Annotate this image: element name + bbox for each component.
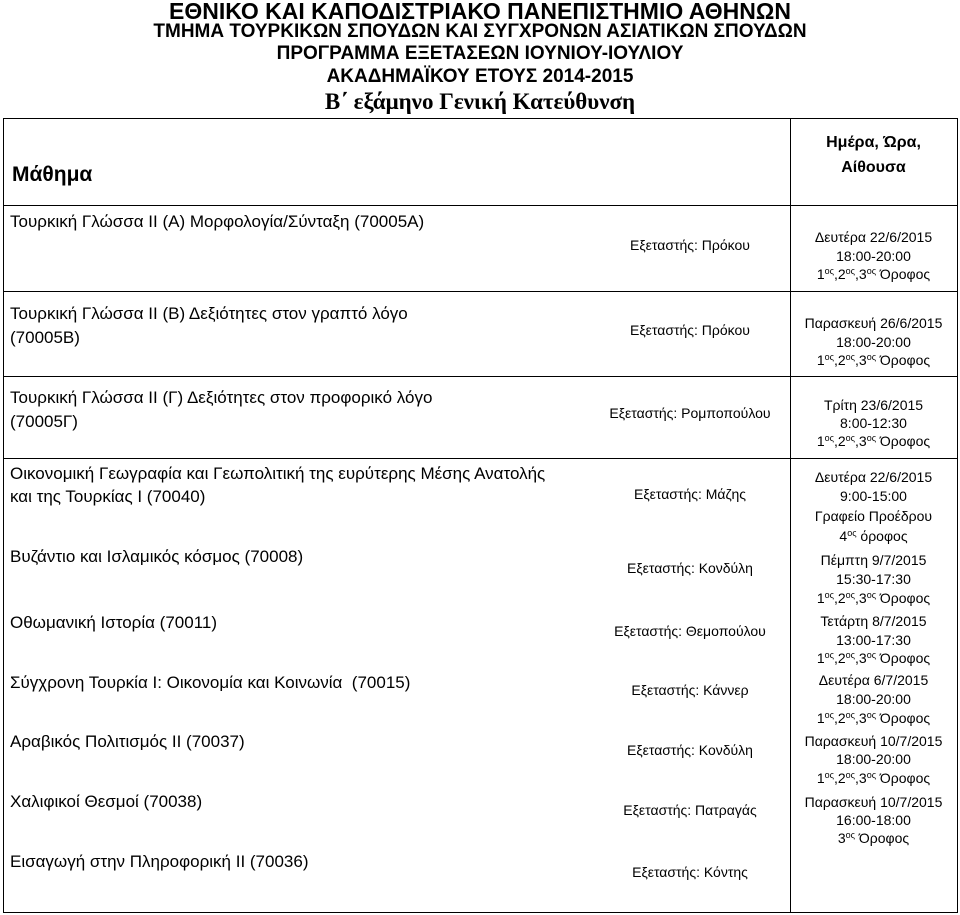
exam-floor: $1^{o\varsigma},2^{o\varsigma},3^{o\varsigma}$ Όροφος <box>816 590 931 606</box>
exam-time: 9:00-15:00 <box>840 488 907 504</box>
exam-time: 16:00-18:00 <box>836 812 911 828</box>
course-column-header: Μάθημα <box>12 163 93 186</box>
examiner-name: Εξεταστής: Πατραγάς <box>623 802 757 818</box>
examiner-name: Εξεταστής: Θεμοπούλου <box>614 623 766 639</box>
department-title: ΤΜΗΜΑ ΤΟΥΡΚΙΚΩΝ ΣΠΟΥΔΩΝ ΚΑΙ ΣΥΓΧΡΟΝΩΝ ΑΣΙΑΤΙΚΩΝ ΣΠΟΥΔΩΝ <box>153 21 807 42</box>
ordinal-suffix: ος <box>866 650 877 660</box>
ordinal-suffix: ος <box>866 590 877 600</box>
exam-time: 18:00-20:00 <box>836 334 911 350</box>
ordinal-suffix: ος <box>866 433 877 443</box>
course-name: και της Τουρκίας Ι (70040) <box>10 487 206 506</box>
ordinal-suffix: ος <box>845 650 856 660</box>
course-name: Τουρκική Γλώσσα ΙΙ (Α) Μορφολογία/Σύνταξη (70005Α) <box>10 212 425 231</box>
exam-floor: $4^{o\varsigma}$ όροφος <box>839 528 908 544</box>
ordinal-suffix: ος <box>866 266 877 276</box>
university-title: ΕΘΝΙΚΟ ΚΑΙ ΚΑΠΟΔΙΣΤΡΙΑΚΟ ΠΑΝΕΠΙΣΤΗΜΙΟ ΑΘΗΝΩΝ <box>169 0 791 24</box>
ordinal-suffix: ος <box>845 433 856 443</box>
exam-date: Παρασκευή 10/7/2015 <box>804 794 943 810</box>
ordinal-suffix: ος <box>866 352 877 362</box>
exam-date: Τρίτη 23/6/2015 <box>823 397 924 413</box>
ordinal-suffix: ος <box>847 528 857 538</box>
exam-floor: $1^{o\varsigma},2^{o\varsigma},3^{o\varsigma}$ Όροφος <box>816 710 931 726</box>
ordinal-suffix: ος <box>824 650 834 660</box>
exam-floor: $1^{o\varsigma},2^{o\varsigma},3^{o\varsigma}$ Όροφος <box>816 433 931 449</box>
course-name: Εισαγωγή στην Πληροφορική ΙΙ (70036) <box>10 852 309 871</box>
course-name: Οθωμανική Ιστορία (70011) <box>10 613 218 632</box>
ordinal-suffix: ος <box>845 770 856 780</box>
ordinal-suffix: ος <box>824 352 834 362</box>
ordinal-suffix: ος <box>866 710 877 720</box>
schedule-column-header: Ημέρα, Ώρα, <box>826 134 921 151</box>
ordinal-suffix: ος <box>845 590 856 600</box>
course-name: Βυζάντιο και Ισλαμικός κόσμος (70008) <box>10 547 304 566</box>
exam-time: 18:00-20:00 <box>836 751 911 767</box>
course-name: Οικονομική Γεωγραφία και Γεωπολιτική της ευρύτερης Μέσης Ανατολής <box>10 464 546 483</box>
course-name: Τουρκική Γλώσσα ΙΙ (Γ) Δεξιότητες στον προφορικό λόγο <box>10 388 433 407</box>
exam-room: Γραφείο Προέδρου <box>814 508 933 524</box>
exam-time: 13:00-17:30 <box>836 632 911 648</box>
exam-time: 18:00-20:00 <box>836 248 911 264</box>
exam-floor: $1^{o\varsigma},2^{o\varsigma},3^{o\varsigma}$ Όροφος <box>816 770 931 786</box>
exam-date: Παρασκευή 10/7/2015 <box>804 733 943 749</box>
exam-date: Πέμπτη 9/7/2015 <box>820 552 927 568</box>
exam-date: Παρασκευή 26/6/2015 <box>804 315 943 331</box>
ordinal-suffix: ος <box>824 710 834 720</box>
examiner-name: Εξεταστής: Πρόκου <box>630 237 750 253</box>
course-name: (70005Γ) <box>10 412 78 431</box>
ordinal-suffix: ος <box>845 710 856 720</box>
exam-date: Δευτέρα 22/6/2015 <box>814 469 933 485</box>
ordinal-suffix: ος <box>824 770 834 780</box>
exam-date: Δευτέρα 6/7/2015 <box>818 672 929 688</box>
exam-floor: $1^{o\varsigma},2^{o\varsigma},3^{o\varsigma}$ Όροφος <box>816 266 931 282</box>
exam-floor: $1^{o\varsigma},2^{o\varsigma},3^{o\varsigma}$ Όροφος <box>816 352 931 368</box>
course-name: Αραβικός Πολιτισμός ΙΙ (70037) <box>10 732 245 751</box>
examiner-name: Εξεταστής: Κονδύλη <box>627 560 753 576</box>
ordinal-suffix: ος <box>845 266 856 276</box>
semester-title: Β΄ εξάμηνο Γενική Κατεύθυνση <box>324 89 636 114</box>
ordinal-suffix: ος <box>824 433 834 443</box>
examiner-name: Εξεταστής: Πρόκου <box>630 322 750 338</box>
ordinal-suffix: ος <box>824 266 834 276</box>
exam-time: 18:00-20:00 <box>836 691 911 707</box>
ordinal-suffix: ος <box>866 770 877 780</box>
ordinal-suffix: ος <box>845 830 856 840</box>
course-name: Χαλιφικοί Θεσμοί (70038) <box>10 792 203 811</box>
ordinal-suffix: ος <box>824 590 834 600</box>
course-name: Τουρκική Γλώσσα ΙΙ (Β) Δεξιότητες στον γραπτό λόγο <box>10 304 408 323</box>
examiner-name: Εξεταστής: Κονδύλη <box>627 742 753 758</box>
course-name: Σύγχρονη Τουρκία Ι: Οικονομία και Κοινωνία (70015) <box>10 673 411 692</box>
exam-date: Τετάρτη 8/7/2015 <box>820 613 927 629</box>
ordinal-suffix: ος <box>845 352 856 362</box>
course-name: (70005Β) <box>10 328 80 347</box>
examiner-name: Εξεταστής: Κόντης <box>632 864 748 880</box>
exam-time: 15:30-17:30 <box>836 571 911 587</box>
examiner-name: Εξεταστής: Μάζης <box>634 486 746 502</box>
examiner-name: Εξεταστής: Κάννερ <box>631 682 749 698</box>
exam-floor: $1^{o\varsigma},2^{o\varsigma},3^{o\varsigma}$ Όροφος <box>816 650 931 666</box>
academic-year-title: ΑΚΑΔΗΜΑΪΚΟΥ ΕΤΟΥΣ 2014-2015 <box>326 66 634 87</box>
examiner-name: Εξεταστής: Ρομποπούλου <box>609 405 771 421</box>
exam-program-title: ΠΡΟΓΡΑΜΜΑ ΕΞΕΤΑΣΕΩΝ ΙΟΥΝΙΟΥ-ΙΟΥΛΙΟΥ <box>276 43 684 64</box>
exam-date: Δευτέρα 22/6/2015 <box>814 229 933 245</box>
exam-floor: $3^{o\varsigma}$ Όροφος <box>837 830 910 846</box>
schedule-column-header-room: Αίθουσα <box>841 159 906 176</box>
exam-time: 8:00-12:30 <box>840 415 907 431</box>
